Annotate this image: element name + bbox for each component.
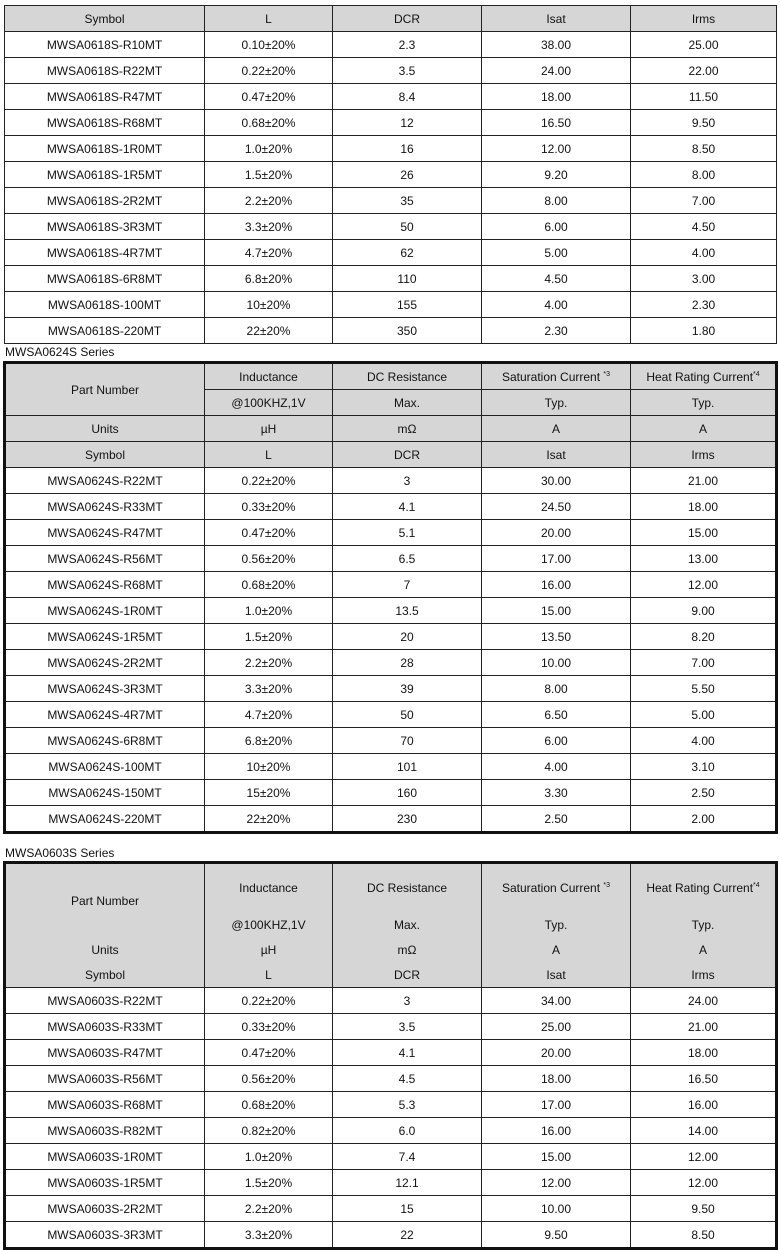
irms-cell: 9.00 [631,598,777,624]
dcr-header: DC Resistance [333,863,482,913]
table-row [5,650,777,676]
inductance-cell: 3.3±20% [205,214,333,240]
table-row [5,1040,777,1066]
sat-typ: Typ. [482,390,631,416]
inductance-cell: 0.22±20% [205,58,333,84]
inductance-cell: 2.2±20% [205,1196,333,1222]
condition: @100KHZ,1V [205,390,333,416]
dcr-cell: 4.5 [333,1066,482,1092]
table-row [5,598,777,624]
irms-cell: 2.50 [631,780,777,806]
dcr-cell: 12.1 [333,1170,482,1196]
irms-cell: 13.00 [631,546,777,572]
sat-header: Saturation Current $^{*3}$ [482,863,631,913]
part-number-cell: MWSA0603S-R56MT [5,1066,205,1092]
table-row [5,136,777,162]
irms-cell: 15.00 [631,520,777,546]
inductance-cell: 0.22±20% [205,988,333,1014]
symbol-l: L [205,442,333,468]
isat-cell: 25.00 [482,1014,631,1040]
dcr-cell: 28 [333,650,482,676]
irms-cell: 1.80 [631,318,777,344]
dcr-cell: 5.1 [333,520,482,546]
irms-cell: 2.30 [631,292,777,318]
dcr-cell: 110 [333,266,482,292]
dcr-cell: 7.4 [333,1144,482,1170]
dcr-cell: 8.4 [333,84,482,110]
isat-cell: 20.00 [482,520,631,546]
part-number-cell: MWSA0618S-R10MT [5,32,205,58]
table-row [5,494,777,520]
part-number-cell: MWSA0624S-6R8MT [5,728,205,754]
inductance-cell: 1.0±20% [205,136,333,162]
inductance-cell: 1.0±20% [205,598,333,624]
irms-cell: 5.50 [631,676,777,702]
part-number-cell: MWSA0624S-150MT [5,780,205,806]
unit-l: µH [205,416,333,442]
isat-cell: 3.30 [482,780,631,806]
heat-typ: Typ. [631,912,777,937]
symbol-isat: Isat [482,962,631,988]
symbol-l: L [205,962,333,988]
dcr-cell: 70 [333,728,482,754]
irms-cell: 18.00 [631,494,777,520]
dcr-cell: 3 [333,468,482,494]
part-number-cell: MWSA0603S-3R3MT [5,1222,205,1249]
part-number-cell: MWSA0624S-R33MT [5,494,205,520]
dcr-cell: 101 [333,754,482,780]
table-row [5,468,777,494]
irms-cell: 4.00 [631,240,777,266]
dcr-cell: 16 [333,136,482,162]
part-number-cell: MWSA0618S-1R0MT [5,136,205,162]
irms-cell: 5.00 [631,702,777,728]
isat-cell: 4.50 [482,266,631,292]
isat-cell: 8.00 [482,676,631,702]
inductance-cell: 0.68±20% [205,110,333,136]
heat-header: Heat Rating Current$^{*4}$ [631,863,777,913]
part-number-cell: MWSA0624S-R22MT [5,468,205,494]
isat-cell: 12.00 [482,1170,631,1196]
irms-cell: 9.50 [631,1196,777,1222]
part-number-cell: MWSA0603S-R33MT [5,1014,205,1040]
dcr-cell: 12 [333,110,482,136]
part-number-cell: MWSA0624S-2R2MT [5,650,205,676]
part-number-cell: MWSA0624S-R56MT [5,546,205,572]
unit-isat: A [482,416,631,442]
dcr-cell: 230 [333,806,482,833]
irms-cell: 8.50 [631,1222,777,1249]
isat-cell: 17.00 [482,546,631,572]
inductance-cell: 2.2±20% [205,650,333,676]
irms-cell: 12.00 [631,1170,777,1196]
inductance-header: Inductance [205,863,333,913]
table-row [5,676,777,702]
dcr-header: DC Resistance [333,363,482,390]
irms-cell: 21.00 [631,1014,777,1040]
part-number-cell: MWSA0603S-R47MT [5,1040,205,1066]
table-row [5,1144,777,1170]
isat-cell: 10.00 [482,650,631,676]
table-row [5,1222,777,1249]
irms-cell: 12.00 [631,572,777,598]
dcr-cell: 3 [333,988,482,1014]
part-number-cell: MWSA0624S-R68MT [5,572,205,598]
inductance-cell: 1.5±20% [205,624,333,650]
irms-cell: 16.50 [631,1066,777,1092]
part-number-cell: MWSA0618S-2R2MT [5,188,205,214]
unit-l: µH [205,937,333,962]
irms-cell: 7.00 [631,650,777,676]
irms-cell: 16.00 [631,1092,777,1118]
heat-header: Heat Rating Current$^{*4}$ [631,363,777,390]
mwsa0603s-table [3,861,778,1250]
table-row [5,1118,777,1144]
isat-cell: 10.00 [482,1196,631,1222]
table-row [5,266,777,292]
table-row [5,546,777,572]
inductance-cell: 0.56±20% [205,546,333,572]
irms-cell: 12.00 [631,1144,777,1170]
part-number-cell: MWSA0618S-R47MT [5,84,205,110]
isat-cell: 2.30 [482,318,631,344]
inductance-cell: 3.3±20% [205,676,333,702]
table-row [5,624,777,650]
dcr-cell: 22 [333,1222,482,1249]
table-row [5,1170,777,1196]
inductance-cell: 4.7±20% [205,702,333,728]
isat-cell: 16.50 [482,110,631,136]
inductance-cell: 4.7±20% [205,240,333,266]
symbol-label: Symbol [5,442,205,468]
isat-cell: 18.00 [482,84,631,110]
isat-cell: 9.20 [482,162,631,188]
symbol-label: Symbol [5,6,205,32]
dcr-cell: 350 [333,318,482,344]
isat-cell: 6.00 [482,728,631,754]
dcr-max: Max. [333,390,482,416]
symbol-dcr: DCR [333,6,482,32]
irms-cell: 14.00 [631,1118,777,1144]
dcr-cell: 3.5 [333,58,482,84]
isat-cell: 18.00 [482,1066,631,1092]
dcr-cell: 6.5 [333,546,482,572]
dcr-cell: 50 [333,702,482,728]
symbol-isat: Isat [482,6,631,32]
table-row [5,292,777,318]
inductance-cell: 6.8±20% [205,266,333,292]
irms-cell: 9.50 [631,110,777,136]
inductance-cell: 2.2±20% [205,188,333,214]
inductance-cell: 0.47±20% [205,84,333,110]
units-label: Units [5,416,205,442]
table-row [5,188,777,214]
table-row [5,110,777,136]
isat-cell: 20.00 [482,1040,631,1066]
isat-cell: 16.00 [482,1118,631,1144]
table-row [5,1066,777,1092]
symbol-dcr: DCR [333,962,482,988]
dcr-cell: 13.5 [333,598,482,624]
inductance-cell: 0.47±20% [205,1040,333,1066]
symbol-dcr: DCR [333,442,482,468]
isat-cell: 8.00 [482,188,631,214]
table-row [5,1092,777,1118]
dcr-cell: 2.3 [333,32,482,58]
inductance-cell: 0.82±20% [205,1118,333,1144]
isat-cell: 4.00 [482,754,631,780]
mwsa0618s-table [4,5,777,344]
dcr-cell: 26 [333,162,482,188]
table-row [5,214,777,240]
sat-typ: Typ. [482,912,631,937]
table-row [5,520,777,546]
inductance-cell: 1.5±20% [205,1170,333,1196]
isat-cell: 5.00 [482,240,631,266]
irms-cell: 18.00 [631,1040,777,1066]
part-number-header: Part Number [5,863,205,938]
inductance-cell: 15±20% [205,780,333,806]
inductance-cell: 10±20% [205,754,333,780]
irms-cell: 22.00 [631,58,777,84]
heat-typ: Typ. [631,390,777,416]
dcr-cell: 155 [333,292,482,318]
dcr-cell: 160 [333,780,482,806]
series-title: MWSA0624S Series [5,345,115,359]
dcr-cell: 62 [333,240,482,266]
dcr-cell: 15 [333,1196,482,1222]
part-number-cell: MWSA0624S-3R3MT [5,676,205,702]
table-row [5,780,777,806]
part-number-cell: MWSA0624S-R47MT [5,520,205,546]
part-number-cell: MWSA0624S-100MT [5,754,205,780]
symbol-row [5,6,777,32]
irms-cell: 4.50 [631,214,777,240]
irms-cell: 24.00 [631,988,777,1014]
dcr-cell: 6.0 [333,1118,482,1144]
isat-cell: 6.50 [482,702,631,728]
condition: @100KHZ,1V [205,912,333,937]
isat-cell: 34.00 [482,988,631,1014]
table-row [5,84,777,110]
isat-cell: 12.00 [482,136,631,162]
part-number-cell: MWSA0618S-4R7MT [5,240,205,266]
isat-cell: 30.00 [482,468,631,494]
isat-cell: 9.50 [482,1222,631,1249]
dcr-cell: 50 [333,214,482,240]
part-number-cell: MWSA0603S-R22MT [5,988,205,1014]
isat-cell: 16.00 [482,572,631,598]
inductance-cell: 6.8±20% [205,728,333,754]
irms-cell: 8.20 [631,624,777,650]
irms-cell: 25.00 [631,32,777,58]
series-title: MWSA0603S Series [5,846,115,860]
part-number-cell: MWSA0624S-1R5MT [5,624,205,650]
unit-irms: A [631,937,777,962]
isat-cell: 6.00 [482,214,631,240]
table-row [5,32,777,58]
part-number-cell: MWSA0603S-2R2MT [5,1196,205,1222]
isat-cell: 4.00 [482,292,631,318]
irms-cell: 3.10 [631,754,777,780]
table-row [5,572,777,598]
part-number-cell: MWSA0603S-1R5MT [5,1170,205,1196]
symbol-isat: Isat [482,442,631,468]
irms-cell: 21.00 [631,468,777,494]
inductance-cell: 0.33±20% [205,494,333,520]
part-number-cell: MWSA0624S-1R0MT [5,598,205,624]
table-row [5,240,777,266]
inductance-header: Inductance [205,363,333,390]
table-row [5,702,777,728]
part-number-cell: MWSA0618S-6R8MT [5,266,205,292]
table-row [5,806,777,833]
inductance-cell: 0.10±20% [205,32,333,58]
inductance-cell: 22±20% [205,806,333,833]
unit-isat: A [482,937,631,962]
mwsa0624s-table [3,361,778,834]
symbol-irms: Irms [631,442,777,468]
symbol-l: L [205,6,333,32]
dcr-cell: 4.1 [333,494,482,520]
inductance-cell: 10±20% [205,292,333,318]
part-number-cell: MWSA0603S-R82MT [5,1118,205,1144]
inductance-cell: 0.33±20% [205,1014,333,1040]
part-number-cell: MWSA0618S-100MT [5,292,205,318]
part-number-cell: MWSA0618S-1R5MT [5,162,205,188]
irms-cell: 4.00 [631,728,777,754]
inductance-cell: 1.5±20% [205,162,333,188]
dcr-cell: 3.5 [333,1014,482,1040]
inductance-cell: 22±20% [205,318,333,344]
isat-cell: 24.00 [482,58,631,84]
isat-cell: 2.50 [482,806,631,833]
table-row [5,988,777,1014]
irms-cell: 2.00 [631,806,777,833]
part-number-cell: MWSA0624S-4R7MT [5,702,205,728]
dcr-cell: 5.3 [333,1092,482,1118]
dcr-cell: 7 [333,572,482,598]
isat-cell: 13.50 [482,624,631,650]
table-row [5,1196,777,1222]
dcr-cell: 35 [333,188,482,214]
unit-dcr: mΩ [333,416,482,442]
dcr-max: Max. [333,912,482,937]
part-number-cell: MWSA0603S-1R0MT [5,1144,205,1170]
table-row [5,318,777,344]
isat-cell: 38.00 [482,32,631,58]
table-row [5,162,777,188]
part-number-header: Part Number [5,363,205,416]
irms-cell: 8.50 [631,136,777,162]
sat-header: Saturation Current $^{*3}$ [482,363,631,390]
dcr-cell: 4.1 [333,1040,482,1066]
symbol-irms: Irms [631,962,777,988]
part-number-cell: MWSA0618S-3R3MT [5,214,205,240]
inductance-cell: 0.47±20% [205,520,333,546]
irms-cell: 7.00 [631,188,777,214]
isat-cell: 15.00 [482,598,631,624]
inductance-cell: 0.56±20% [205,1066,333,1092]
unit-dcr: mΩ [333,937,482,962]
part-number-cell: MWSA0618S-220MT [5,318,205,344]
part-number-cell: MWSA0603S-R68MT [5,1092,205,1118]
inductance-cell: 0.68±20% [205,572,333,598]
part-number-cell: MWSA0618S-R22MT [5,58,205,84]
dcr-cell: 39 [333,676,482,702]
irms-cell: 8.00 [631,162,777,188]
irms-cell: 3.00 [631,266,777,292]
table-row [5,1014,777,1040]
inductance-cell: 3.3±20% [205,1222,333,1249]
table-row [5,58,777,84]
symbol-label: Symbol [5,962,205,988]
symbol-irms: Irms [631,6,777,32]
isat-cell: 17.00 [482,1092,631,1118]
isat-cell: 24.50 [482,494,631,520]
units-label: Units [5,937,205,962]
table-row [5,728,777,754]
inductance-cell: 0.68±20% [205,1092,333,1118]
part-number-cell: MWSA0618S-R68MT [5,110,205,136]
inductance-cell: 1.0±20% [205,1144,333,1170]
unit-irms: A [631,416,777,442]
dcr-cell: 20 [333,624,482,650]
inductance-cell: 0.22±20% [205,468,333,494]
part-number-cell: MWSA0624S-220MT [5,806,205,833]
irms-cell: 11.50 [631,84,777,110]
isat-cell: 15.00 [482,1144,631,1170]
table-row [5,754,777,780]
